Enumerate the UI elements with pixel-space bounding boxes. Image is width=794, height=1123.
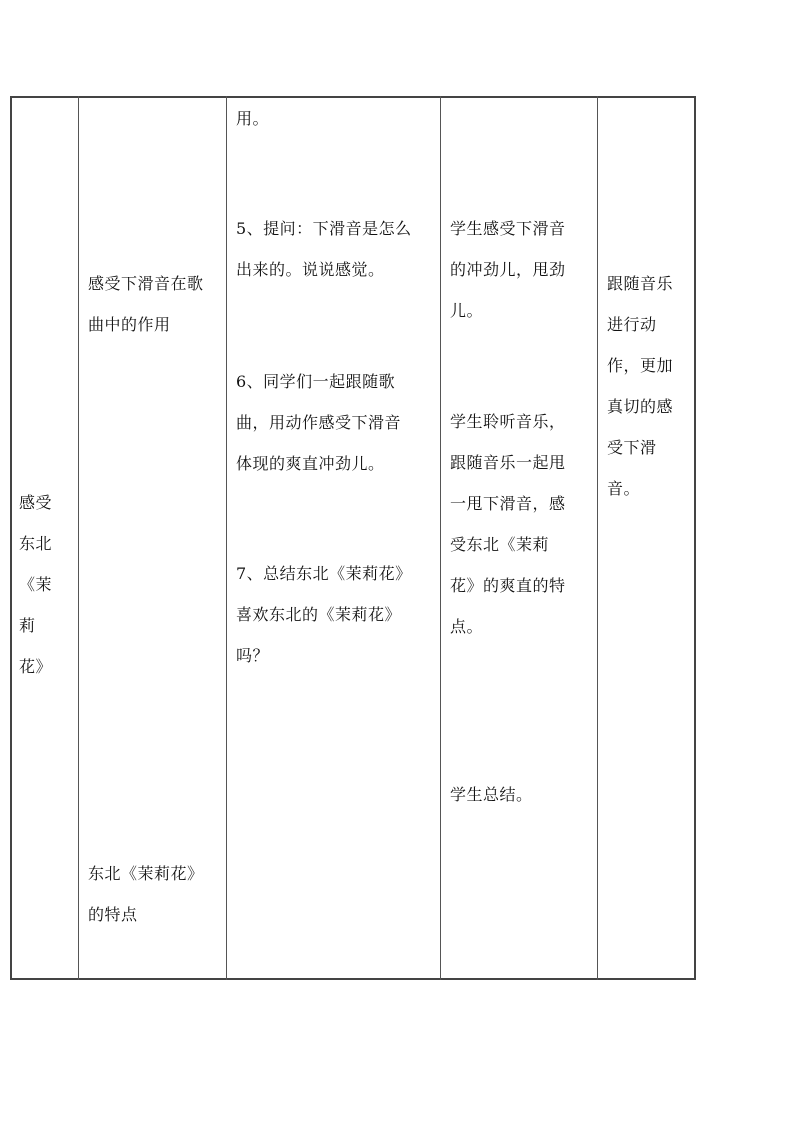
teacher-line: 体现的爽直冲劲儿。 <box>236 454 385 473</box>
student-line: 跟随音乐一起甩 <box>450 453 566 472</box>
teacher-line: 用。 <box>236 109 270 128</box>
section-title-line: 东北 <box>19 534 53 553</box>
goal-line: 东北《茉莉花》 <box>88 864 204 883</box>
section-title-line: 莉 <box>19 616 36 635</box>
student-line: 学生感受下滑音 <box>450 219 566 238</box>
student-line: 的冲劲儿，甩劲 <box>450 260 566 279</box>
intent-line: 受下滑 <box>607 438 657 457</box>
student-line: 花》的爽直的特 <box>450 576 566 595</box>
student-block-1 <box>450 208 566 331</box>
teacher-line: 6、同学们一起跟随歌 <box>236 372 396 391</box>
goal-line: 曲中的作用 <box>88 315 171 334</box>
teacher-line: 7、总结东北《茉莉花》 <box>236 564 412 583</box>
student-line: 儿。 <box>450 301 484 320</box>
section-title-line: 花》 <box>19 657 53 676</box>
section-title-line: 《茉 <box>19 575 53 594</box>
student-block-2 <box>450 401 566 647</box>
student-block-3 <box>450 774 533 815</box>
column-divider-3 <box>440 96 441 980</box>
student-line: 学生总结。 <box>450 785 533 804</box>
student-line: 学生聆听音乐， <box>450 412 566 431</box>
intent-line: 音。 <box>607 479 641 498</box>
section-title-cell <box>19 482 52 687</box>
intent-line: 跟随音乐 <box>607 274 674 293</box>
goal-line: 的特点 <box>88 905 138 924</box>
column-divider-2 <box>226 96 227 980</box>
goal-line: 感受下滑音在歌 <box>88 274 204 293</box>
student-line: 点。 <box>450 617 484 636</box>
teacher-block-1 <box>236 208 412 290</box>
teacher-line: 曲，用动作感受下滑音 <box>236 413 402 432</box>
intent-line: 进行动 <box>607 315 657 334</box>
teacher-line: 5、提问：下滑音是怎么 <box>236 219 412 238</box>
teacher-line: 喜欢东北的《茉莉花》 <box>236 605 402 624</box>
goal-block-1 <box>88 263 204 345</box>
column-divider-1 <box>78 96 79 980</box>
teacher-line: 出来的。说说感觉。 <box>236 260 385 279</box>
section-title-line: 感受 <box>19 493 53 512</box>
intent-line: 真切的感 <box>607 397 674 416</box>
intent-line: 作，更加 <box>607 356 674 375</box>
goal-block-2 <box>88 853 204 935</box>
intent-block-1 <box>607 263 673 509</box>
student-line: 一甩下滑音，感 <box>450 494 566 513</box>
teacher-block-2 <box>236 361 401 484</box>
column-divider-4 <box>597 96 598 980</box>
teacher-block-3 <box>236 553 412 676</box>
teacher-line: 吗？ <box>236 646 270 665</box>
teacher-block-0 <box>236 98 269 139</box>
student-line: 受东北《茉莉 <box>450 535 550 554</box>
